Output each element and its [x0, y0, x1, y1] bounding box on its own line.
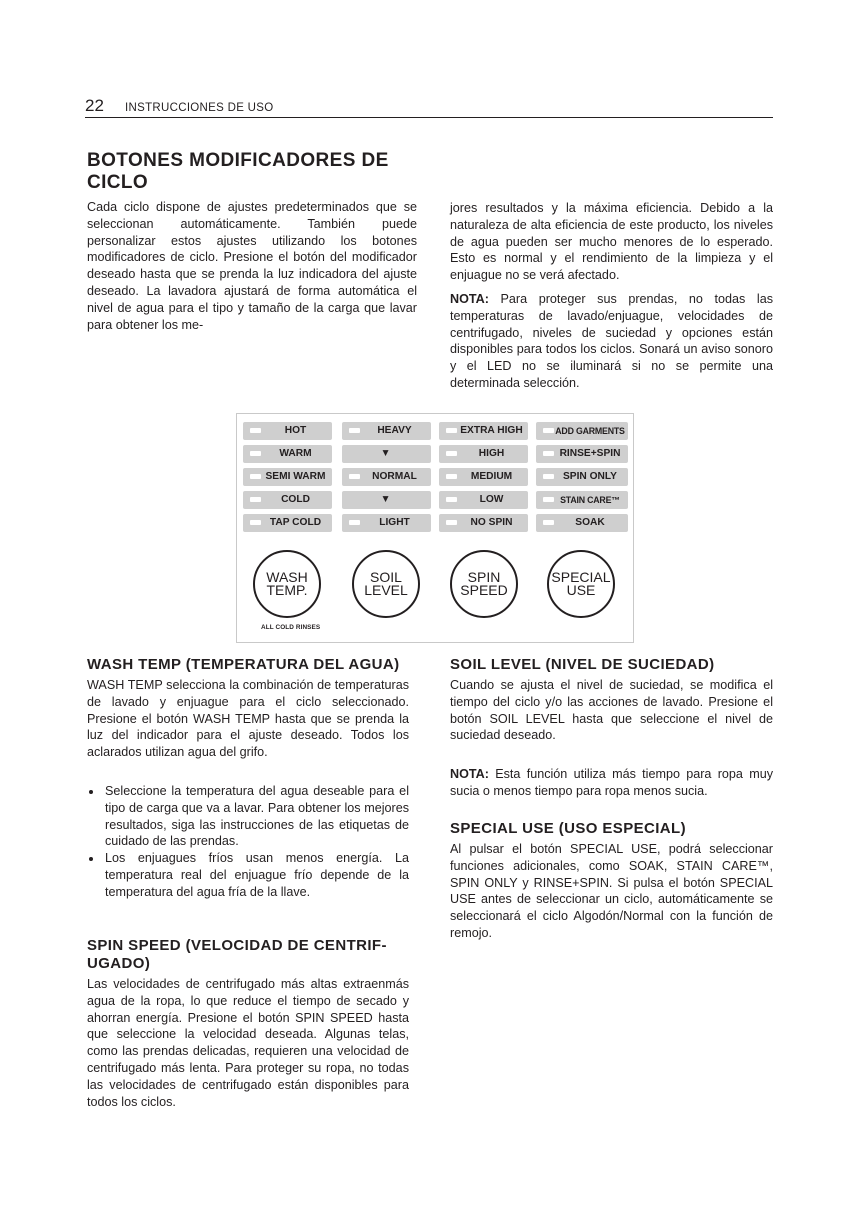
indicator-spin-only: SPIN ONLY — [536, 468, 628, 486]
led-icon — [349, 474, 360, 479]
bullet-item: • Seleccione la temperatura del agua deseable para el tipo de carga que va a lavar. Para obtener los mejores resultados, siga las instrucciones de las etiquetas de cuidado de las prendas. — [103, 783, 409, 850]
indicator-rinse-spin: RINSE+SPIN — [536, 445, 628, 463]
indicator-high: HIGH — [439, 445, 528, 463]
spin-speed-title: SPIN SPEED (VELOCIDAD DE CENTRIF-UGADO) — [87, 937, 387, 972]
indicator-soil-step-1 — [342, 445, 431, 463]
special-use-text: Al pulsar el botón SPECIAL USE, podrá seleccionar funciones adicionales, como SOAK, STAIN CARE™, SPIN ONLY y RINSE+SPIN. Si pulsa el botón SPECIAL USE antes de seleccionar un ciclo, automáticamente se seleccionará el ciclo Algodón/Normal con la función de remojo. — [450, 842, 773, 940]
spin-speed-button[interactable]: SPIN SPEED — [450, 550, 518, 618]
led-icon — [446, 497, 457, 502]
special-use-button[interactable]: SPECIAL USE — [547, 550, 615, 618]
led-icon — [543, 520, 554, 525]
bullet-item: • Los enjuagues fríos usan menos energía. La temperatura real del enjuague frío depende de la temperatura del agua fría de la llave. — [103, 850, 409, 900]
spin-speed-section — [87, 937, 409, 1110]
wash-temp-bullets — [87, 783, 409, 901]
wash-temp-button[interactable]: WASH TEMP. — [253, 550, 321, 618]
indicator-light: LIGHT — [342, 514, 431, 532]
led-icon — [446, 474, 457, 479]
indicator-normal: NORMAL — [342, 468, 431, 486]
soil-level-button[interactable]: SOIL LEVEL — [352, 550, 420, 618]
led-icon — [446, 428, 457, 433]
led-icon — [543, 497, 554, 502]
intro-title: BOTONES MODIFICADORES DE CICLO — [87, 150, 389, 193]
indicator-heavy: HEAVY — [342, 422, 431, 440]
page-header — [85, 97, 773, 118]
indicator-extra-high: EXTRA HIGH — [439, 422, 528, 440]
led-icon — [250, 474, 261, 479]
intro-left-text: Cada ciclo dispone de ajustes predeterminados que se seleccionan automáticamente. También puede personalizar estos ajustes utilizando los botones modificadores de ciclo. Presione el botón del modificador deseado hasta que se prenda la luz indicadora del ajuste deseado. La lavadora ajustará de forma automática el nivel de agua para el tipo y tamaño de la carga que lavar para obtener los me- — [87, 200, 417, 332]
led-icon — [446, 520, 457, 525]
running-title: INSTRUCCIONES DE USO — [125, 102, 274, 114]
note-text: Esta función utiliza más tiempo para ropa muy sucia o menos tiempo para ropa menos sucia. — [450, 767, 773, 798]
led-icon — [250, 497, 261, 502]
led-icon — [446, 451, 457, 456]
indicator-semi-warm: SEMI WARM — [243, 468, 332, 486]
control-panel-illustration — [236, 413, 634, 643]
indicator-warm: WARM — [243, 445, 332, 463]
note-label: NOTA: — [450, 767, 489, 782]
indicator-low: LOW — [439, 491, 528, 509]
led-icon — [250, 520, 261, 525]
soil-level-text: Cuando se ajusta el nivel de suciedad, se modifica el tiempo del ciclo y/o las acciones de lavado. Presione el botón SOIL LEVEL hasta que seleccione el nivel de suciedad deseado. — [450, 678, 773, 743]
intro-right-text: jores resultados y la máxima eficiencia. Debido a la naturaleza de alta eficiencia de este producto, los niveles de agua pueden ser mucho menores de lo esperado. Esto es normal y el rendimiento de la limpieza y el enjuague no se verá afectado. — [450, 201, 773, 283]
note-label: NOTA: — [450, 291, 489, 306]
indicator-stain-care: STAIN CARE™ — [536, 491, 628, 509]
indicator-cold: COLD — [243, 491, 332, 509]
note-text: Para proteger sus prendas, no todas las temperaturas de lavado/enjuague, velocidades de centrifugado, niveles de suciedad y opciones están disponibles para todos los ciclos. Sonará un aviso sonoro y el LED no se iluminará si no se permite una determinada selección. — [450, 291, 773, 390]
indicator-medium: MEDIUM — [439, 468, 528, 486]
soil-level-section — [450, 656, 773, 800]
intro-note — [450, 291, 773, 392]
indicator-soak: SOAK — [536, 514, 628, 532]
indicator-add-garments: ADD GARMENTS — [536, 422, 628, 440]
indicator-tap-cold: TAP COLD — [243, 514, 332, 532]
intro-section — [87, 150, 417, 333]
wash-temp-title: WASH TEMP (TEMPERATURA DEL AGUA) — [87, 656, 400, 673]
indicator-hot: HOT — [243, 422, 332, 440]
led-icon — [349, 428, 360, 433]
led-icon — [349, 520, 360, 525]
led-icon — [543, 428, 554, 433]
led-icon — [250, 428, 261, 433]
indicator-soil-step-2 — [342, 491, 431, 509]
soil-level-note — [450, 766, 773, 800]
intro-right-column — [450, 200, 773, 392]
soil-level-title: SOIL LEVEL (NIVEL DE SUCIEDAD) — [450, 656, 715, 673]
all-cold-rinses-label: ALL COLD RINSES — [261, 624, 321, 631]
spin-speed-text: Las velocidades de centrifugado más altas extraenmás agua de la ropa, lo que reduce el tiempo de secado y ahorran energía. Presione el botón SPIN SPEED hasta que seleccione la velocidad deseada. Algunas telas, como las prendas delicadas, requieren una velocidad de centrifugado más lenta. Para proteger su ropa, no todas las velocidades de centrifugado están disponibles para todos los ciclos. — [87, 977, 409, 1109]
page-number: 22 — [85, 96, 104, 115]
arrow-down-icon: ▼ — [380, 448, 391, 459]
wash-temp-text: WASH TEMP selecciona la combinación de temperaturas de lavado y enjuague para el ciclo seleccionado. Presione el botón WASH TEMP hasta que se prenda la luz del indicador para el ajuste deseado. Todos los aclarados utilizan agua del grifo. — [87, 678, 409, 760]
led-icon — [250, 451, 261, 456]
indicator-no-spin: NO SPIN — [439, 514, 528, 532]
led-icon — [543, 474, 554, 479]
special-use-section — [450, 820, 773, 942]
wash-temp-section — [87, 656, 409, 901]
special-use-title: SPECIAL USE (USO ESPECIAL) — [450, 820, 686, 837]
led-icon — [543, 451, 554, 456]
arrow-down-icon: ▼ — [380, 494, 391, 505]
